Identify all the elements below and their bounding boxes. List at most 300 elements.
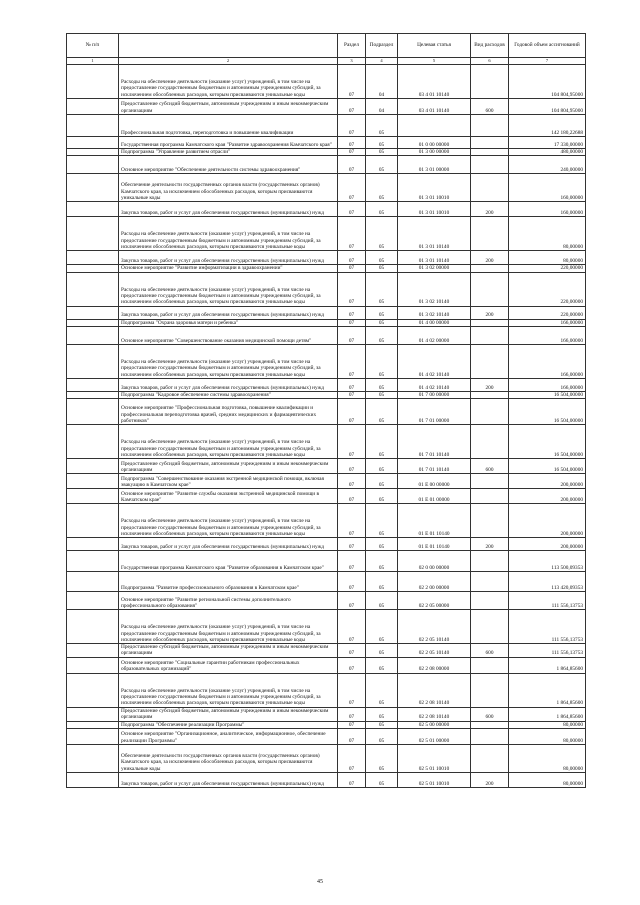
row-target-article-cell: 01 3 01 00000: [398, 156, 471, 174]
row-subsection-cell: 04: [366, 99, 398, 115]
row-amount-cell: 1 864,85600: [509, 657, 586, 673]
row-amount-cell: 1 864,85600: [509, 707, 586, 721]
table-row: [67, 344, 586, 378]
row-expense-type-cell: [471, 65, 509, 99]
row-section-cell: 07: [338, 65, 366, 99]
row-expense-type-cell: 200: [471, 378, 509, 391]
row-subsection-cell: 05: [366, 504, 398, 538]
row-target-article-cell: 01 4 02 10140: [398, 344, 471, 378]
row-section-cell: 07: [338, 721, 366, 728]
row-expense-type-cell: [471, 272, 509, 306]
row-number-cell: [67, 137, 119, 149]
row-amount-cell: 80,00000: [509, 745, 586, 773]
row-target-article-cell: 01 3 01 10010: [398, 174, 471, 202]
row-subsection-cell: 05: [366, 265, 398, 272]
table-row: [67, 538, 586, 551]
row-section-cell: 07: [338, 551, 366, 572]
row-amount-cell: 220,00000: [509, 272, 586, 306]
column-index-row: [67, 58, 586, 65]
row-name-cell: Закупка товаров, работ и услуг для обеспечения государственных (муниципальных) нужд: [119, 378, 338, 391]
table-row: [67, 378, 586, 391]
row-target-article-cell: 01 4 02 00000: [398, 326, 471, 344]
row-expense-type-cell: [471, 489, 509, 504]
table-row: [67, 149, 586, 156]
table-row: [67, 202, 586, 217]
row-expense-type-cell: [471, 474, 509, 489]
row-number-cell: [67, 399, 119, 425]
row-target-article-cell: 01 3 01 10010: [398, 202, 471, 217]
row-name-cell: Подпрограмма "Развитие профессионального образования в Камчатском крае": [119, 572, 338, 592]
row-target-article-cell: 01 7 01 00000: [398, 399, 471, 425]
row-name-cell: Расходы на обеспечение деятельности (оказание услуг) учреждений, в том числе на предоставление государственным бюджетным и автономным учреждениям субсидий, за исключением обособленных расходов, которым присваиваются уникальные коды: [119, 610, 338, 644]
row-subsection-cell: 05: [366, 657, 398, 673]
row-number-cell: [67, 474, 119, 489]
row-expense-type-cell: [471, 551, 509, 572]
row-section-cell: 07: [338, 202, 366, 217]
row-subsection-cell: 04: [366, 65, 398, 99]
row-number-cell: [67, 149, 119, 156]
row-section-cell: 07: [338, 572, 366, 592]
row-number-cell: [67, 65, 119, 99]
row-number-cell: [67, 773, 119, 788]
row-number-cell: [67, 202, 119, 217]
row-subsection-cell: 05: [366, 217, 398, 251]
row-section-cell: 07: [338, 344, 366, 378]
row-name-cell: Государственная программа Камчатского края "Развитие образования в Камчатском крае": [119, 551, 338, 572]
row-target-article-cell: 02 2 05 10140: [398, 644, 471, 658]
row-section-cell: 07: [338, 729, 366, 745]
table-row: [67, 504, 586, 538]
row-target-article-cell: 03 4 01 10140: [398, 65, 471, 99]
row-target-article-cell: 01 Е 01 10140: [398, 538, 471, 551]
row-subsection-cell: 05: [366, 459, 398, 474]
row-amount-cell: 166,00000: [509, 344, 586, 378]
row-name-cell: Подпрограмма "Совершенствование оказания экстренной медицинской помощи, включая эвакуацию в Камчатском крае": [119, 474, 338, 489]
row-name-cell: Обеспечение деятельности государственных органов власти (государственных органов) Камчатского края, за исключением обособленных расходов, которым присваиваются уникальные коды: [119, 174, 338, 202]
column-index: 6: [471, 58, 509, 65]
row-number-cell: [67, 538, 119, 551]
row-amount-cell: 220,00000: [509, 265, 586, 272]
row-section-cell: 07: [338, 644, 366, 658]
row-amount-cell: 200,00000: [509, 538, 586, 551]
row-number-cell: [67, 572, 119, 592]
table-row: [67, 721, 586, 728]
row-section-cell: 07: [338, 156, 366, 174]
row-target-article-cell: 01 Е 01 10140: [398, 504, 471, 538]
row-target-article-cell: 02 5 00 00000: [398, 721, 471, 728]
row-expense-type-cell: [471, 391, 509, 398]
table-row: [67, 551, 586, 572]
row-name-cell: Закупка товаров, работ и услуг для обеспечения государственных (муниципальных) нужд: [119, 251, 338, 265]
row-amount-cell: 104 804,95000: [509, 65, 586, 99]
row-number-cell: [67, 707, 119, 721]
header-section: Раздел: [338, 34, 366, 58]
table-row: [67, 156, 586, 174]
row-section-cell: 07: [338, 115, 366, 137]
row-number-cell: [67, 174, 119, 202]
table-row: [67, 657, 586, 673]
column-index: 1: [67, 58, 119, 65]
row-name-cell: Основное мероприятие "Обеспечение деятельности системы здравоохранения": [119, 156, 338, 174]
row-name-cell: Основное мероприятие "Развитие региональной системы дополнительного профессионального образования": [119, 592, 338, 610]
row-name-cell: Расходы на обеспечение деятельности (оказание услуг) учреждений, в том числе на предоставление государственным бюджетным и автономным учреждениям субсидий, за исключением обособленных расходов, которым присваиваются уникальные коды: [119, 425, 338, 459]
row-expense-type-cell: [471, 657, 509, 673]
row-section-cell: 07: [338, 217, 366, 251]
row-number-cell: [67, 265, 119, 272]
row-target-article-cell: 01 3 02 00000: [398, 265, 471, 272]
row-amount-cell: 200,00000: [509, 474, 586, 489]
row-amount-cell: 80,00000: [509, 773, 586, 788]
table-row: [67, 474, 586, 489]
row-subsection-cell: 05: [366, 326, 398, 344]
row-name-cell: Предоставление субсидий бюджетным, автономным учреждениям и иным некоммерческим организациям: [119, 99, 338, 115]
row-expense-type-cell: [471, 729, 509, 745]
row-section-cell: 07: [338, 149, 366, 156]
row-target-article-cell: 02 2 08 00000: [398, 657, 471, 673]
row-subsection-cell: 05: [366, 202, 398, 217]
row-name-cell: Расходы на обеспечение деятельности (оказание услуг) учреждений, в том числе на предоставление государственным бюджетным и автономным учреждениям субсидий, за исключением обособленных расходов, которым присваиваются уникальные коды: [119, 344, 338, 378]
row-expense-type-cell: [471, 344, 509, 378]
row-section-cell: 07: [338, 306, 366, 319]
row-amount-cell: 80,00000: [509, 217, 586, 251]
row-subsection-cell: 05: [366, 174, 398, 202]
row-subsection-cell: 05: [366, 489, 398, 504]
row-amount-cell: 166,00000: [509, 378, 586, 391]
row-expense-type-cell: [471, 425, 509, 459]
row-name-cell: Основное мероприятие "Социальные гарантии работникам профессиональных образовательных организаций": [119, 657, 338, 673]
row-name-cell: Предоставление субсидий бюджетным, автономным учреждениям и иным некоммерческим организациям: [119, 459, 338, 474]
row-section-cell: 07: [338, 99, 366, 115]
row-section-cell: 07: [338, 474, 366, 489]
row-target-article-cell: 02 0 00 00000: [398, 551, 471, 572]
row-section-cell: 07: [338, 272, 366, 306]
row-name-cell: Закупка товаров, работ и услуг для обеспечения государственных (муниципальных) нужд: [119, 773, 338, 788]
row-expense-type-cell: [471, 174, 509, 202]
row-section-cell: 07: [338, 538, 366, 551]
column-index: 3: [338, 58, 366, 65]
row-section-cell: 07: [338, 657, 366, 673]
row-amount-cell: 80,00000: [509, 721, 586, 728]
row-amount-cell: 111 556,13753: [509, 644, 586, 658]
table-row: [67, 425, 586, 459]
row-target-article-cell: [398, 115, 471, 137]
row-amount-cell: 17 330,00000: [509, 137, 586, 149]
header-target-article: Целевая статья: [398, 34, 471, 58]
column-index: 7: [509, 58, 586, 65]
row-number-cell: [67, 644, 119, 658]
row-expense-type-cell: [471, 137, 509, 149]
row-expense-type-cell: [471, 745, 509, 773]
row-amount-cell: 111 556,13753: [509, 610, 586, 644]
row-name-cell: Подпрограмма "Управление развитием отрасли": [119, 149, 338, 156]
row-name-cell: Расходы на обеспечение деятельности (оказание услуг) учреждений, в том числе на предоставление государственным бюджетным и автономным учреждениям субсидий, за исключением обособленных расходов, которым присваиваются уникальные коды: [119, 272, 338, 306]
table-header-row: [67, 34, 586, 58]
page-number: 45: [317, 879, 323, 885]
table-row: [67, 115, 586, 137]
row-amount-cell: 16 504,00000: [509, 425, 586, 459]
row-name-cell: Основное мероприятие "Развитие информатизации в здравоохранении": [119, 265, 338, 272]
table-row: [67, 707, 586, 721]
row-amount-cell: 200,00000: [509, 489, 586, 504]
row-number-cell: [67, 721, 119, 728]
budget-allocation-table: [66, 33, 586, 788]
row-expense-type-cell: [471, 326, 509, 344]
row-subsection-cell: 05: [366, 538, 398, 551]
row-amount-cell: 480,00000: [509, 149, 586, 156]
row-expense-type-cell: 200: [471, 773, 509, 788]
row-number-cell: [67, 745, 119, 773]
row-expense-type-cell: [471, 115, 509, 137]
row-amount-cell: 16 504,00000: [509, 399, 586, 425]
row-subsection-cell: 05: [366, 425, 398, 459]
table-row: [67, 251, 586, 265]
table-row: [67, 773, 586, 788]
row-expense-type-cell: [471, 399, 509, 425]
header-annual-amount: Годовой объем ассигнований: [509, 34, 586, 58]
row-expense-type-cell: [471, 504, 509, 538]
row-expense-type-cell: [471, 265, 509, 272]
row-subsection-cell: 05: [366, 644, 398, 658]
row-amount-cell: 166,00000: [509, 326, 586, 344]
row-name-cell: Предоставление субсидий бюджетным, автономным учреждениям и иным некоммерческим организациям: [119, 707, 338, 721]
row-target-article-cell: 01 7 01 10140: [398, 425, 471, 459]
row-subsection-cell: 05: [366, 137, 398, 149]
row-subsection-cell: 05: [366, 745, 398, 773]
row-expense-type-cell: 600: [471, 644, 509, 658]
row-subsection-cell: 05: [366, 319, 398, 326]
table-row: [67, 489, 586, 504]
row-number-cell: [67, 425, 119, 459]
row-subsection-cell: 05: [366, 272, 398, 306]
row-amount-cell: 111 556,13753: [509, 592, 586, 610]
row-amount-cell: 142 180,22688: [509, 115, 586, 137]
row-section-cell: 07: [338, 265, 366, 272]
row-name-cell: Предоставление субсидий бюджетным, автономным учреждениям и иным некоммерческим организациям: [119, 644, 338, 658]
row-target-article-cell: 01 3 02 10140: [398, 306, 471, 319]
row-section-cell: 07: [338, 773, 366, 788]
row-amount-cell: 16 504,00000: [509, 391, 586, 398]
row-subsection-cell: 05: [366, 551, 398, 572]
row-section-cell: 07: [338, 174, 366, 202]
row-section-cell: 07: [338, 459, 366, 474]
table-row: [67, 644, 586, 658]
table-row: [67, 391, 586, 398]
row-target-article-cell: 02 5 01 10010: [398, 745, 471, 773]
row-name-cell: Расходы на обеспечение деятельности (оказание услуг) учреждений, в том числе на предоставление государственным бюджетным и автономным учреждениям субсидий, за исключением обособленных расходов, которым присваиваются уникальные коды: [119, 504, 338, 538]
table-row: [67, 610, 586, 644]
row-section-cell: 07: [338, 391, 366, 398]
row-number-cell: [67, 378, 119, 391]
table-row: [67, 319, 586, 326]
row-name-cell: Профессиональная подготовка, переподготовка и повышение квалификации: [119, 115, 338, 137]
row-number-cell: [67, 344, 119, 378]
row-target-article-cell: 02 2 08 10140: [398, 707, 471, 721]
row-amount-cell: 240,00000: [509, 156, 586, 174]
header-num: № п/п: [67, 34, 119, 58]
row-subsection-cell: 05: [366, 306, 398, 319]
row-name-cell: Подпрограмма "Кадровое обеспечение системы здравоохранения": [119, 391, 338, 398]
row-expense-type-cell: [471, 572, 509, 592]
row-subsection-cell: 05: [366, 251, 398, 265]
table-row: [67, 326, 586, 344]
row-subsection-cell: 05: [366, 729, 398, 745]
row-target-article-cell: 01 3 02 10140: [398, 272, 471, 306]
column-index: 5: [398, 58, 471, 65]
row-subsection-cell: 05: [366, 115, 398, 137]
row-target-article-cell: 01 4 00 00000: [398, 319, 471, 326]
header-subsection: Подраздел: [366, 34, 398, 58]
table-row: [67, 174, 586, 202]
table-row: [67, 217, 586, 251]
row-number-cell: [67, 319, 119, 326]
row-name-cell: Закупка товаров, работ и услуг для обеспечения государственных (муниципальных) нужд: [119, 538, 338, 551]
row-target-article-cell: 01 Е 01 00000: [398, 489, 471, 504]
row-subsection-cell: 05: [366, 592, 398, 610]
table-row: [67, 306, 586, 319]
row-expense-type-cell: [471, 149, 509, 156]
row-amount-cell: 113 420,09353: [509, 572, 586, 592]
row-name-cell: Основное мероприятие "Совершенствование оказания медицинской помощи детям": [119, 326, 338, 344]
row-number-cell: [67, 306, 119, 319]
row-number-cell: [67, 391, 119, 398]
row-name-cell: Государственная программа Камчатского края "Развитие здравоохранения Камчатского края": [119, 137, 338, 149]
row-target-article-cell: 01 4 02 10140: [398, 378, 471, 391]
table-row: [67, 729, 586, 745]
row-number-cell: [67, 115, 119, 137]
row-section-cell: 07: [338, 319, 366, 326]
row-amount-cell: 16 504,00000: [509, 459, 586, 474]
row-target-article-cell: 01 Е 00 00000: [398, 474, 471, 489]
row-expense-type-cell: [471, 217, 509, 251]
row-subsection-cell: 05: [366, 610, 398, 644]
row-expense-type-cell: [471, 610, 509, 644]
row-target-article-cell: 02 5 01 00000: [398, 729, 471, 745]
row-target-article-cell: 01 3 00 00000: [398, 149, 471, 156]
table-row: [67, 572, 586, 592]
row-expense-type-cell: 200: [471, 202, 509, 217]
row-section-cell: 07: [338, 504, 366, 538]
table-row: [67, 745, 586, 773]
table-row: [67, 137, 586, 149]
row-number-cell: [67, 459, 119, 474]
row-amount-cell: 160,00000: [509, 202, 586, 217]
row-target-article-cell: 02 2 05 10140: [398, 610, 471, 644]
table-row: [67, 459, 586, 474]
column-index: 2: [119, 58, 338, 65]
table-row: [67, 65, 586, 99]
budget-table-sheet: [66, 33, 585, 788]
row-amount-cell: 220,00000: [509, 306, 586, 319]
row-number-cell: [67, 551, 119, 572]
row-expense-type-cell: 200: [471, 306, 509, 319]
table-row: [67, 673, 586, 707]
row-amount-cell: 200,00000: [509, 504, 586, 538]
row-expense-type-cell: 600: [471, 707, 509, 721]
row-section-cell: 07: [338, 378, 366, 391]
row-amount-cell: 166,00000: [509, 319, 586, 326]
row-target-article-cell: 02 5 01 10010: [398, 773, 471, 788]
table-row: [67, 265, 586, 272]
row-subsection-cell: 05: [366, 149, 398, 156]
table-row: [67, 399, 586, 425]
row-number-cell: [67, 489, 119, 504]
row-subsection-cell: 05: [366, 707, 398, 721]
row-target-article-cell: 01 7 00 00000: [398, 391, 471, 398]
row-expense-type-cell: [471, 592, 509, 610]
row-expense-type-cell: [471, 319, 509, 326]
row-subsection-cell: 05: [366, 391, 398, 398]
row-target-article-cell: 01 3 01 10140: [398, 217, 471, 251]
row-subsection-cell: 05: [366, 572, 398, 592]
row-number-cell: [67, 156, 119, 174]
row-name-cell: Основное мероприятие "Организационное, аналитическое, информационное, обеспечение реализации Программы": [119, 729, 338, 745]
row-expense-type-cell: 600: [471, 459, 509, 474]
row-subsection-cell: 05: [366, 474, 398, 489]
row-name-cell: Закупка товаров, работ и услуг для обеспечения государственных (муниципальных) нужд: [119, 202, 338, 217]
row-name-cell: Расходы на обеспечение деятельности (оказание услуг) учреждений, в том числе на предоставление государственным бюджетным и автономным учреждениям субсидий, за исключением обособленных расходов, которым присваиваются уникальные коды: [119, 673, 338, 707]
row-number-cell: [67, 326, 119, 344]
row-subsection-cell: 05: [366, 344, 398, 378]
row-number-cell: [67, 217, 119, 251]
row-section-cell: 07: [338, 707, 366, 721]
row-target-article-cell: 02 2 05 00000: [398, 592, 471, 610]
table-row: [67, 272, 586, 306]
row-amount-cell: 104 804,95000: [509, 99, 586, 115]
row-amount-cell: 1 864,85600: [509, 673, 586, 707]
row-name-cell: Основное мероприятие "Развитие службы оказания экстренной медицинской помощи в Камчатском крае": [119, 489, 338, 504]
row-name-cell: Подпрограмма "Охрана здоровья матери и ребенка": [119, 319, 338, 326]
row-number-cell: [67, 251, 119, 265]
row-number-cell: [67, 610, 119, 644]
row-target-article-cell: 02 2 08 10140: [398, 673, 471, 707]
row-number-cell: [67, 99, 119, 115]
table-row: [67, 592, 586, 610]
row-section-cell: 07: [338, 425, 366, 459]
column-index: 4: [366, 58, 398, 65]
row-amount-cell: 113 500,09353: [509, 551, 586, 572]
table-row: [67, 99, 586, 115]
row-number-cell: [67, 729, 119, 745]
row-subsection-cell: 05: [366, 399, 398, 425]
row-name-cell: Расходы на обеспечение деятельности (оказание услуг) учреждений, в том числе на предоставление государственным бюджетным и автономным учреждениям субсидий, за исключением обособленных расходов, которым присваиваются уникальные коды: [119, 217, 338, 251]
row-expense-type-cell: [471, 156, 509, 174]
row-name-cell: Обеспечение деятельности государственных органов власти (государственных органов) Камчатского края, за исключением обособленных расходов, которым присваиваются уникальные коды: [119, 745, 338, 773]
row-number-cell: [67, 592, 119, 610]
row-subsection-cell: 05: [366, 773, 398, 788]
row-subsection-cell: 05: [366, 378, 398, 391]
header-name: [119, 34, 338, 58]
row-number-cell: [67, 673, 119, 707]
row-number-cell: [67, 657, 119, 673]
row-number-cell: [67, 272, 119, 306]
row-amount-cell: 80,00000: [509, 729, 586, 745]
row-target-article-cell: 01 3 01 10140: [398, 251, 471, 265]
header-expense-type: Вид расходов: [471, 34, 509, 58]
row-section-cell: 07: [338, 745, 366, 773]
row-target-article-cell: 01 0 00 00000: [398, 137, 471, 149]
row-name-cell: Подпрограмма "Обеспечение реализации Программы": [119, 721, 338, 728]
row-amount-cell: 80,00000: [509, 251, 586, 265]
row-section-cell: 07: [338, 251, 366, 265]
row-number-cell: [67, 504, 119, 538]
row-section-cell: 07: [338, 592, 366, 610]
row-target-article-cell: 01 7 01 10140: [398, 459, 471, 474]
row-expense-type-cell: 200: [471, 538, 509, 551]
row-name-cell: Расходы на обеспечение деятельности (оказание услуг) учреждений, в том числе на предоставление государственным бюджетным и автономным учреждениям субсидий, за исключением обособленных расходов, которым присваиваются уникальные коды: [119, 65, 338, 99]
row-subsection-cell: 05: [366, 721, 398, 728]
row-section-cell: 07: [338, 399, 366, 425]
row-target-article-cell: 03 4 01 10140: [398, 99, 471, 115]
